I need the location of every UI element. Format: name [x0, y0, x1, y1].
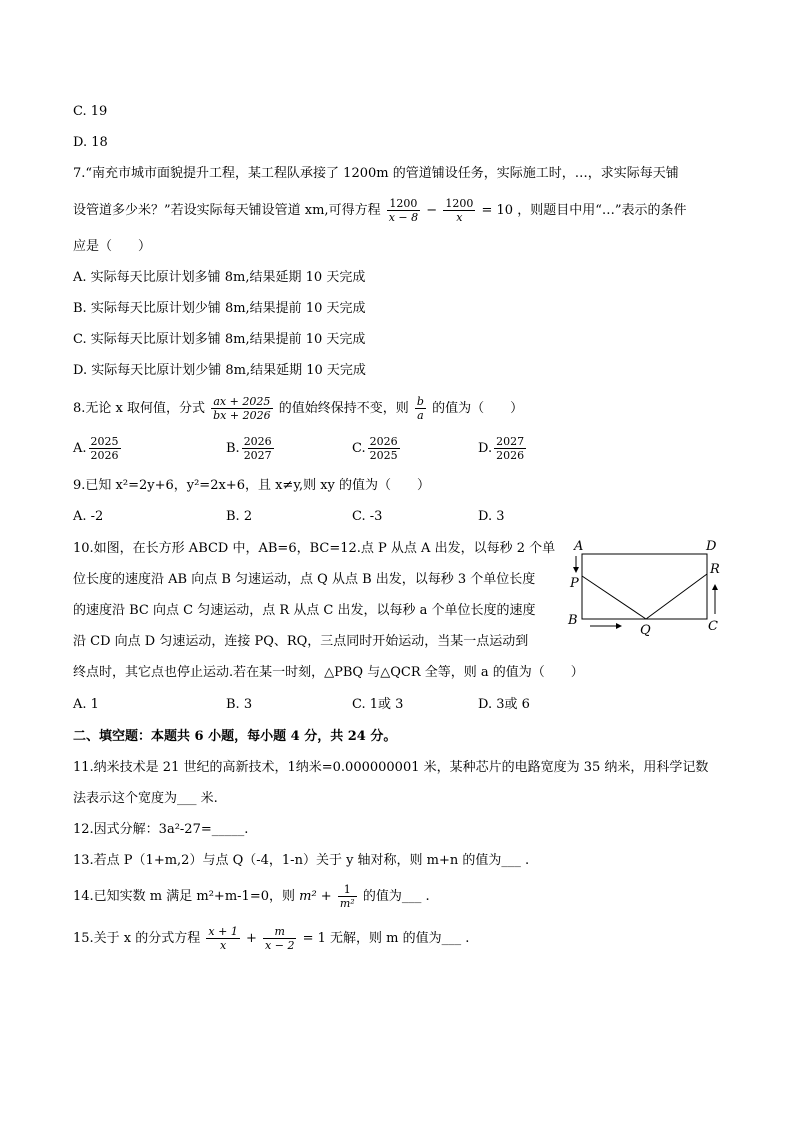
q10-stem-line3: 的速度沿 BC 向点 C 匀速运动，点 R 从点 C 出发，以每秒 a 个单位长度的速度 [73, 603, 536, 618]
q9-stem: 9.已知 x²=2y+6，y²=2x+6，且 x≠y,则 xy 的值为（ ） [73, 478, 431, 493]
q7-frac2-denominator: x [456, 211, 463, 224]
q14-fraction [338, 883, 357, 910]
q8-option-d-fraction [494, 435, 526, 462]
q10-stem-line1: 10.如图，在长方形 ABCD 中，AB=6，BC=12.点 P 从点 A 出发，以每秒 2 个单 [73, 541, 556, 556]
q7-stem-line1: 7.“南充市城市面貌提升工程，某工程队承接了 1200m 的管道铺设任务，实际施工时，…，求实际每天铺 [73, 166, 679, 181]
q15-equals: = 1 [302, 931, 326, 946]
q15-f2-denominator: x − 2 [265, 939, 295, 952]
q10-option-a: A. 1 [73, 697, 99, 712]
q6-option-d: D. 18 [73, 135, 108, 150]
q15-f2-numerator: m [263, 925, 296, 939]
q8-option-d-den: 2026 [496, 449, 525, 462]
q8-stem [73, 392, 523, 426]
rectangle-abcd [582, 554, 707, 619]
q10-rectangle-figure [560, 536, 730, 642]
q8-option-a [73, 432, 123, 466]
q14-expression: m² + [299, 889, 332, 904]
q8-stem-pre: 8.无论 x 取何值，分式 [73, 401, 205, 416]
q13-stem: 13.若点 P（1+m,2）与点 Q（-4，1-n）关于 y 轴对称，则 m+n 的值为___ . [73, 853, 530, 868]
q15-f1-denominator: x [220, 939, 227, 952]
q12-stem: 12.因式分解：3a²-27=_____. [73, 822, 249, 837]
q14-frac-numerator: 1 [338, 883, 357, 897]
q14-stem-post: 的值为___ . [362, 889, 430, 904]
q8-option-c-den: 2025 [369, 449, 398, 462]
q15-fraction-2 [263, 925, 296, 952]
q8-option-a-num: 2025 [90, 435, 119, 448]
q9-option-b: B. 2 [226, 509, 253, 524]
segment-pq [582, 576, 646, 619]
q7-frac1-denominator: x − 8 [388, 211, 419, 224]
q8-frac-denominator: bx + 2026 [213, 409, 271, 422]
q8-option-c-fraction [368, 435, 400, 462]
q6-option-c: C. 19 [73, 104, 108, 119]
q10-option-b: B. 3 [226, 697, 253, 712]
section-2-heading: 二、填空题：本题共 6 小题，每小题 4 分，共 24 分。 [73, 729, 397, 744]
q10-stem-line5: 终点时，其它点也停止运动.若在某一时刻，△PBQ 与△QCR 全等，则 a 的值为（ ） [73, 665, 584, 680]
q8-frac-numerator: ax + 2025 [211, 395, 272, 409]
q7-fraction-2 [443, 197, 475, 224]
q9-option-d: D. 3 [478, 509, 505, 524]
q15-f1-numerator: x + 1 [208, 925, 238, 938]
label-a: A [574, 539, 584, 554]
q7-option-a: A. 实际每天比原计划多铺 8m,结果延期 10 天完成 [73, 270, 366, 285]
q9-option-a: A. -2 [73, 509, 104, 524]
q8-option-b [226, 432, 276, 466]
q7-line2-tail: ，则题目中用“…”表示的条件 [517, 203, 687, 218]
q14-stem [73, 880, 430, 914]
q8-option-a-label: A. [73, 441, 87, 456]
q7-stem-line2 [73, 194, 686, 228]
q8-option-a-fraction [89, 435, 121, 462]
q8-option-c-num: 2026 [369, 435, 398, 448]
q9-option-c: C. -3 [352, 509, 383, 524]
q8-option-c-label: C. [352, 441, 366, 456]
label-c: C [708, 619, 718, 634]
q7-frac2-numerator: 1200 [445, 197, 474, 210]
q10-option-d: D. 3或 6 [478, 697, 530, 712]
q15-stem-pre: 15.关于 x 的分式方程 [73, 931, 201, 946]
q14-frac-denominator: m² [339, 897, 355, 910]
q7-option-c: C. 实际每天比原计划多铺 8m,结果提前 10 天完成 [73, 332, 366, 347]
arrow-r-head [712, 584, 718, 590]
q8-ba-fraction [415, 395, 426, 422]
q15-stem-post: 无解，则 m 的值为___ . [330, 931, 470, 946]
q11-stem-line2: 法表示这个宽度为___ 米. [73, 791, 218, 806]
q7-option-b: B. 实际每天比原计划少铺 8m,结果提前 10 天完成 [73, 301, 366, 316]
q7-frac1-numerator: 1200 [387, 197, 420, 211]
arrow-q-head [616, 623, 622, 629]
q8-ba-numerator: b [416, 395, 424, 408]
q8-stem-mid: 的值始终保持不变，则 [278, 401, 409, 416]
q10-stem-line2: 位长度的速度沿 AB 向点 B 匀速运动，点 Q 从点 B 出发，以每秒 3 个单位长度 [73, 572, 536, 587]
q7-minus: − [426, 203, 438, 218]
q8-option-b-num: 2026 [243, 435, 272, 448]
q8-option-b-fraction [242, 435, 274, 462]
q8-option-b-den: 2027 [243, 449, 272, 462]
q15-stem [73, 922, 469, 956]
q15-plus: + [245, 931, 257, 946]
q8-ba-denominator: a [417, 409, 424, 422]
q8-option-d-num: 2027 [496, 435, 525, 448]
label-p: P [570, 576, 579, 591]
q10-stem-line4: 沿 CD 向点 D 匀速运动，连接 PQ、RQ，三点同时开始运动，当某一点运动到 [73, 634, 529, 649]
q7-line2-text: 设管道多少米？”若设实际每天铺设管道 xm,可得方程 [73, 203, 381, 218]
arrow-p-head [573, 567, 579, 573]
q8-option-d [478, 432, 528, 466]
q8-stem-post: 的值为（ ） [432, 401, 524, 416]
q8-fraction [211, 395, 272, 422]
q14-stem-pre: 14.已知实数 m 满足 m²+m-1=0，则 [73, 889, 295, 904]
q7-option-d: D. 实际每天比原计划少铺 8m,结果延期 10 天完成 [73, 363, 366, 378]
q8-option-d-label: D. [478, 441, 493, 456]
segment-qr [646, 574, 707, 619]
q8-option-b-label: B. [226, 441, 240, 456]
q10-option-c: C. 1或 3 [352, 697, 404, 712]
q8-option-c [352, 432, 402, 466]
q7-fraction-1 [387, 197, 420, 224]
label-q: Q [640, 623, 651, 638]
q8-option-a-den: 2026 [90, 449, 119, 462]
q11-stem-line1: 11.纳米技术是 21 世纪的高新技术，1纳米=0.000000001 米，某种芯片的电路宽度为 35 纳米，用科学记数 [73, 760, 709, 775]
label-d: D [706, 539, 717, 554]
q7-stem-line3: 应是（ ） [73, 239, 152, 254]
label-b: B [568, 613, 578, 628]
q7-equals: = 10 [481, 203, 514, 218]
label-r: R [710, 562, 720, 577]
q15-fraction-1 [206, 925, 239, 952]
